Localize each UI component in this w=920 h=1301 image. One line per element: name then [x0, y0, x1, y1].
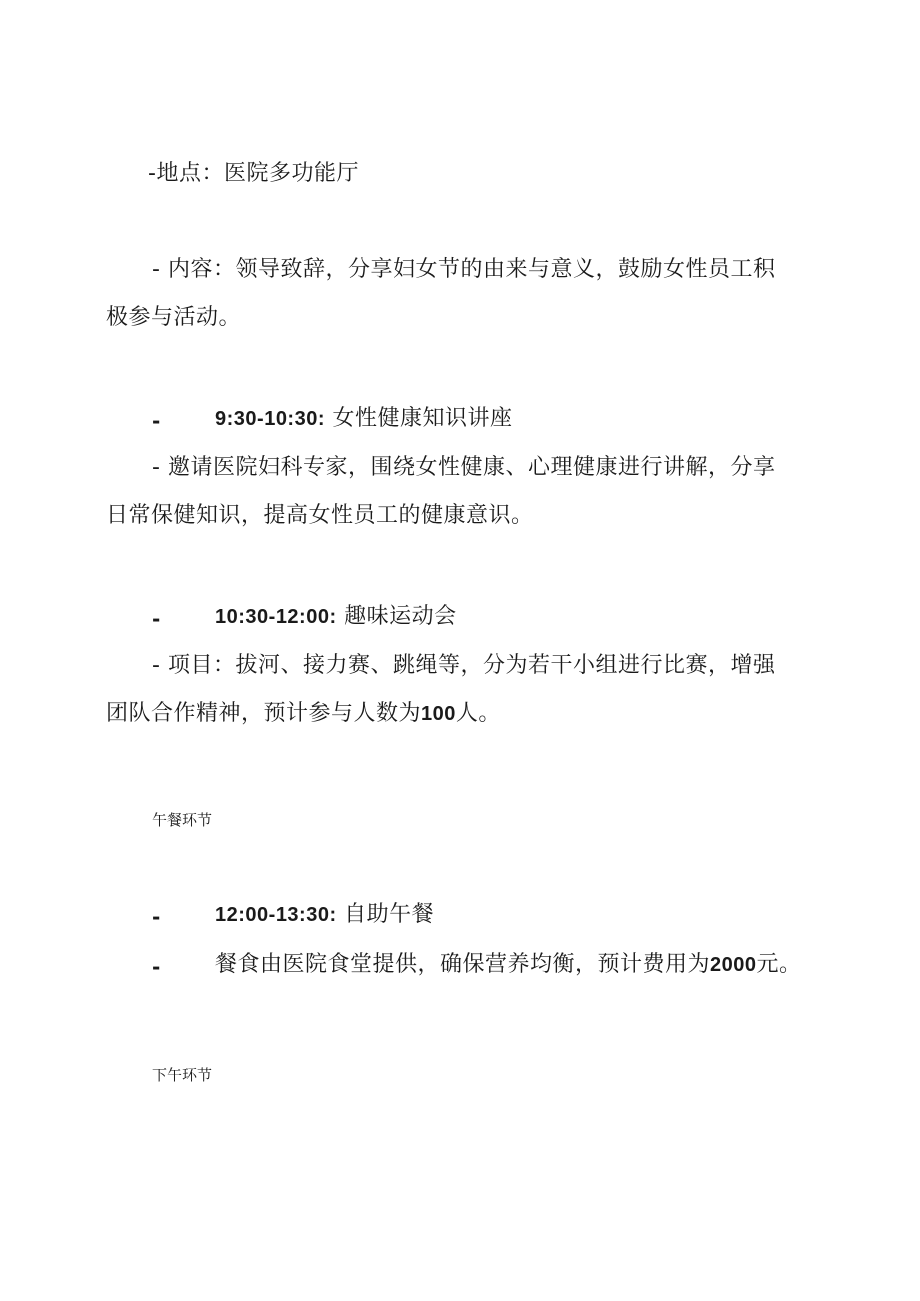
opening-content-line2	[106, 303, 241, 333]
lunch-detail-text-end: 元。	[756, 952, 802, 977]
lunch-section-heading: 午餐环节	[152, 811, 213, 829]
lunch-colon: :	[329, 904, 337, 926]
lunch-detail-text: 餐食由医院食堂提供，确保营养均衡，预计费用为	[215, 952, 711, 977]
opening-content-line1	[152, 255, 775, 285]
bullet-dash: -	[148, 161, 157, 186]
lecture-detail-text: 邀请医院妇科专家，围绕女性健康、心理健康进行讲解，分享	[167, 455, 776, 480]
bullet-dash: -	[152, 455, 161, 480]
afternoon-section-heading: 下午环节	[152, 1066, 213, 1084]
lecture-time: 9:30-10:30	[215, 408, 318, 430]
sports-detail-text-end: 人。	[455, 701, 501, 726]
bullet-dash: -	[152, 257, 161, 282]
lunch-cost: 2000	[710, 954, 757, 976]
lunch-title: 自助午餐	[344, 902, 435, 927]
lecture-colon: :	[317, 408, 326, 430]
opening-content-text: 内容：领导致辞，分享妇女节的由来与意义，鼓励女性员工积	[167, 257, 776, 282]
participant-count: 100	[421, 703, 456, 725]
sports-detail-text: 项目：拔河、接力赛、跳绳等，分为若干小组进行比赛，增强	[167, 653, 776, 678]
sports-bullet-dash: -	[152, 607, 161, 631]
lunch-time: 12:00-13:30	[215, 904, 330, 926]
lunch-detail-bullet-dash: -	[152, 955, 161, 979]
lunch-bullet-dash: -	[152, 905, 161, 929]
venue-line	[148, 159, 359, 189]
venue-text: 地点：医院多功能厅	[156, 161, 359, 186]
sports-detail-line2	[106, 699, 501, 729]
bullet-dash: -	[152, 653, 161, 678]
sports-time: 10:30-12:00	[215, 606, 330, 628]
lunch-detail-line	[215, 950, 802, 980]
lecture-bullet-dash: -	[152, 409, 161, 433]
lecture-title: 女性健康知识讲座	[332, 406, 513, 431]
lecture-detail-line1	[152, 453, 775, 483]
opening-content-text-cont: 极参与活动。	[106, 305, 242, 330]
lecture-detail-text-cont: 日常保健知识，提高女性员工的健康意识。	[106, 503, 534, 528]
lunch-heading	[215, 900, 434, 930]
sports-detail-line1	[152, 651, 775, 681]
sports-title: 趣味运动会	[344, 604, 457, 629]
lecture-heading	[215, 404, 513, 434]
sports-detail-text-cont: 团队合作精神，预计参与人数为	[106, 701, 422, 726]
sports-colon: :	[329, 606, 337, 628]
lecture-detail-line2	[106, 501, 534, 531]
sports-heading	[215, 602, 457, 632]
